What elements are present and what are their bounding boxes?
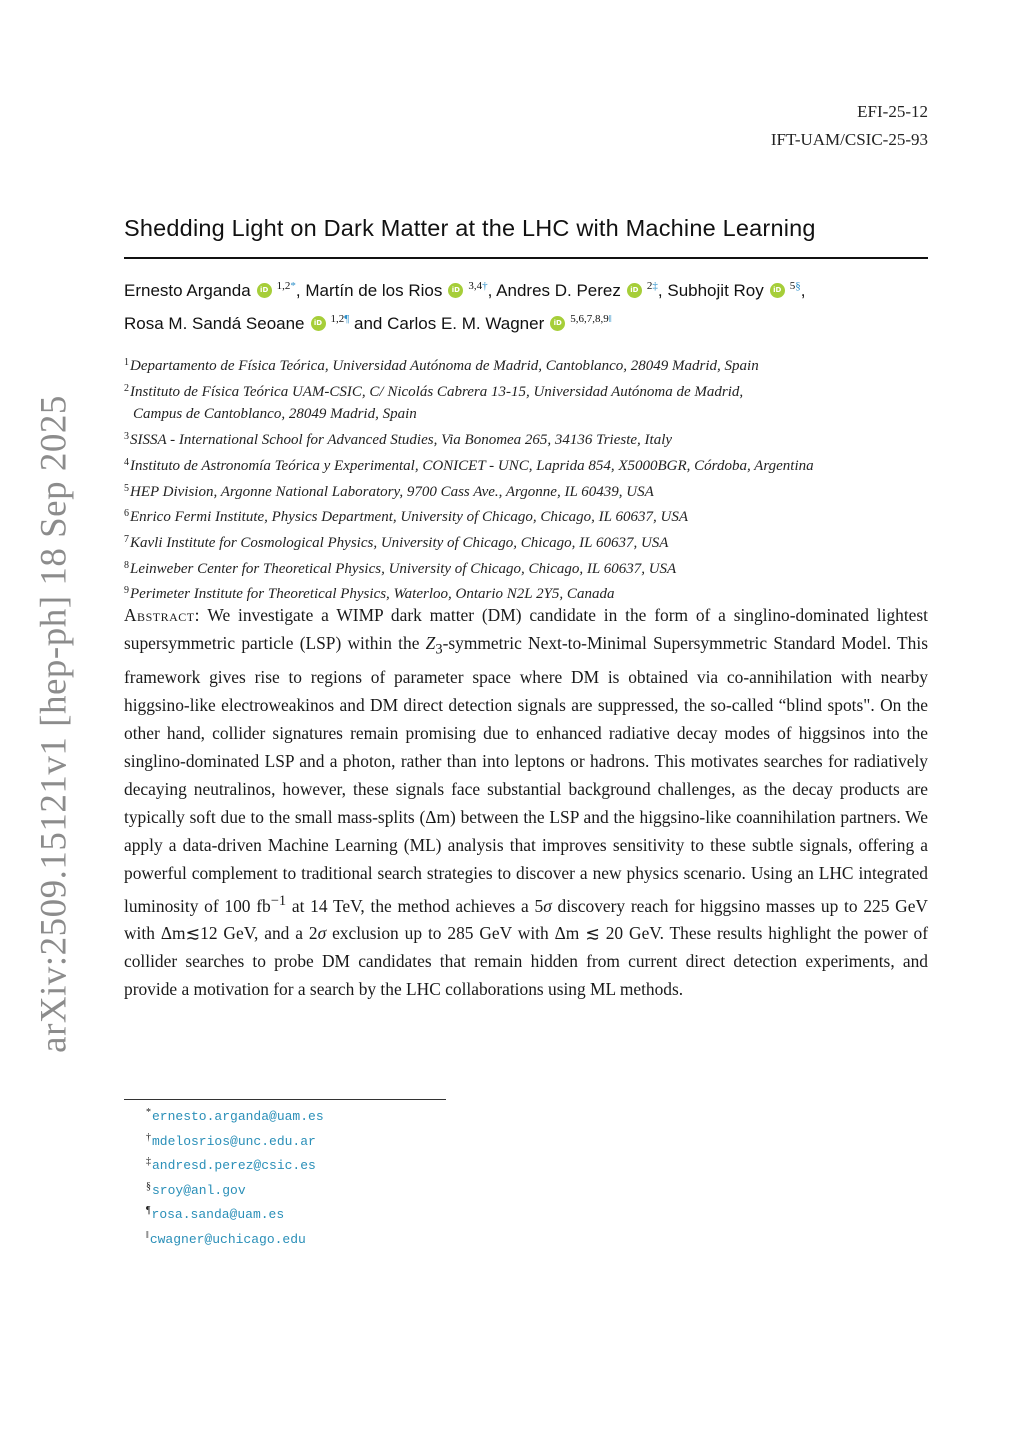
author bbox=[667, 281, 800, 300]
author bbox=[496, 281, 658, 300]
footnote-divider bbox=[124, 1099, 446, 1100]
author bbox=[305, 281, 487, 300]
email-link[interactable]: cwagner@uchicago.edu bbox=[149, 1231, 306, 1247]
affiliation: $^5$HEP Division, Argonne National Laboratory, 9700 Cass Ave., Argonne, IL 60439, USA bbox=[124, 482, 654, 500]
report-number: IFT-UAM/CSIC-25-93 bbox=[770, 130, 928, 149]
title-divider bbox=[124, 257, 928, 259]
paper-title: Shedding Light on Dark Matter at the LHC with Machine Learning bbox=[124, 215, 816, 241]
author-name: Ernesto Arganda bbox=[124, 281, 251, 300]
author-affiliation-marks: 5§ bbox=[789, 280, 801, 292]
footnote: ‡andresd.perez@csic.es bbox=[146, 1156, 316, 1174]
footnote-link[interactable]: ‡ bbox=[652, 280, 658, 292]
author-name: Martín de los Rios bbox=[305, 281, 443, 300]
author-name: Andres D. Perez bbox=[496, 281, 621, 300]
affiliation: $^7$Kavli Institute for Cosmological Physics, University of Chicago, Chicago, IL 60637, USA bbox=[124, 533, 669, 551]
author bbox=[124, 281, 296, 300]
orcid-icon[interactable]: iD bbox=[770, 283, 785, 298]
author-line: Rosa M. Sandá Seoane iD $^{1,2\P}$ and Carlos E. M. Wagner iD $^{5,6,7,8,9‖}$ bbox=[124, 313, 612, 333]
affiliation: $^9$Perimeter Institute for Theoretical Physics, Waterloo, Ontario N2L 2Y5, Canada bbox=[124, 585, 615, 603]
author-affiliation-marks: 1,2* bbox=[276, 280, 296, 292]
author bbox=[387, 314, 612, 333]
email-link[interactable]: sroy@anl.gov bbox=[152, 1182, 246, 1198]
footnote: ‖cwagner@uchicago.edu bbox=[146, 1229, 306, 1247]
orcid-icon[interactable]: iD bbox=[257, 283, 272, 298]
author bbox=[124, 314, 349, 333]
author-line: Ernesto Arganda iD $^{1,2*}$, Martín de los Rios iD $^{3,4\dagger}$, Andres D. Perez iD $^{2\ddagger}$, Subhojit Roy iD $^{5\S}$, bbox=[124, 280, 806, 300]
author-name: Carlos E. M. Wagner bbox=[387, 314, 545, 333]
author-name: Subhojit Roy bbox=[667, 281, 764, 300]
author-affiliation-marks: 2‡ bbox=[646, 280, 658, 292]
orcid-icon[interactable]: iD bbox=[448, 283, 463, 298]
orcid-icon[interactable]: iD bbox=[627, 283, 642, 298]
footnote-list bbox=[146, 1103, 324, 1251]
footnote-link[interactable]: ¶ bbox=[344, 313, 350, 325]
email-link[interactable]: mdelosrios@unc.edu.ar bbox=[152, 1133, 316, 1149]
author-list bbox=[124, 272, 944, 338]
footnote-link[interactable]: § bbox=[795, 280, 801, 292]
affiliation: $^2$Instituto de Física Teórica UAM-CSIC, C/ Nicolás Cabrera 13-15, Universidad Autónoma de Madrid, bbox=[124, 382, 744, 400]
affiliation: $^4$Instituto de Astronomía Teórica y Experimental, CONICET - UNC, Laprida 854, X5000BGR, Córdoba, Argentina bbox=[124, 456, 814, 474]
footnote: *ernesto.arganda@uam.es bbox=[146, 1107, 324, 1124]
abstract-label: Abstract: bbox=[124, 605, 200, 625]
affiliation-list bbox=[124, 352, 934, 606]
footnote: §sroy@anl.gov bbox=[146, 1180, 246, 1198]
affiliation: $^8$Leinweber Center for Theoretical Physics, University of Chicago, Chicago, IL 60637, USA bbox=[124, 559, 677, 577]
abstract: Abstract: We investigate a WIMP dark matter (DM) candidate in the form of a singlino-dominated lightest supersymmetric particle (LSP) within the $Z_3$-symmetric Next-to-Minimal Supersymmetric Standard Model. This framework gives rise to regions of parameter space where DM is obtained via co-annihilation with nearby higgsino-like electroweakinos and DM direct detection signals are suppressed, the so-called “blind spots". On the other hand, collider signatures remain promising due to enhanced radiative decay modes of higgsinos into the singlino-dominated LSP and a photon, rather than into leptons or hadrons. This motivates searches for radiatively decaying neutralinos, however, these signals face substantial background challenges, as the decay products are typically soft due to the small mass-splits (Δm) between the LSP and the higgsino-like coannihilation partners. We apply a data-driven Machine Learning (ML) analysis that improves sensitivity to these subtle signals, offering a powerful complement to traditional search strategies to discover a new physics scenario. Using an LHC integrated luminosity of 100 $fb^{-1}$ at 14 TeV, the method achieves a 5σ discovery reach for higgsino masses up to 225 GeV with Δm≲12 GeV, and a 2σ exclusion up to 285 GeV with Δm ≲ 20 GeV. These results highlight the power of collider searches to probe DM candidates that remain hidden from current direct detection experiments, and provide a motivation for a search by the LHC collaborations using ML methods. bbox=[124, 605, 929, 1000]
report-numbers bbox=[771, 98, 928, 154]
footnote-link[interactable]: ‖ bbox=[608, 313, 612, 325]
footnote: †mdelosrios@unc.edu.ar bbox=[146, 1131, 316, 1149]
arxiv-identifier[interactable]: arXiv:2509.15121v1 [hep-ph] 18 Sep 2025 bbox=[33, 395, 75, 1053]
email-link[interactable]: ernesto.arganda@uam.es bbox=[152, 1109, 324, 1124]
email-link[interactable]: rosa.sanda@uam.es bbox=[151, 1207, 285, 1223]
footnote-link[interactable]: † bbox=[482, 280, 488, 292]
affiliation: $^1$Departamento de Física Teórica, Universidad Autónoma de Madrid, Cantoblanco, 28049 Madrid, Spain bbox=[124, 357, 759, 374]
author-affiliation-marks: 1,2¶ bbox=[330, 313, 350, 325]
affiliation: $^6$Enrico Fermi Institute, Physics Department, University of Chicago, Chicago, IL 60637, USA bbox=[124, 508, 688, 526]
footnote: ¶rosa.sanda@uam.es bbox=[146, 1205, 285, 1223]
footnote-link[interactable]: * bbox=[290, 280, 296, 292]
orcid-icon[interactable]: iD bbox=[311, 316, 326, 331]
orcid-icon[interactable]: iD bbox=[550, 316, 565, 331]
affiliation: $^3$SISSA - International School for Advanced Studies, Via Bonomea 265, 34136 Trieste, Italy bbox=[124, 431, 673, 449]
report-number: EFI-25-12 bbox=[857, 102, 928, 121]
affiliation-continued: Campus de Cantoblanco, 28049 Madrid, Spain bbox=[133, 406, 417, 423]
author-name: Rosa M. Sandá Seoane bbox=[124, 314, 305, 333]
email-link[interactable]: andresd.perez@csic.es bbox=[152, 1158, 316, 1174]
author-affiliation-marks: 5,6,7,8,9‖ bbox=[570, 313, 612, 325]
author-affiliation-marks: 3,4† bbox=[468, 280, 488, 292]
